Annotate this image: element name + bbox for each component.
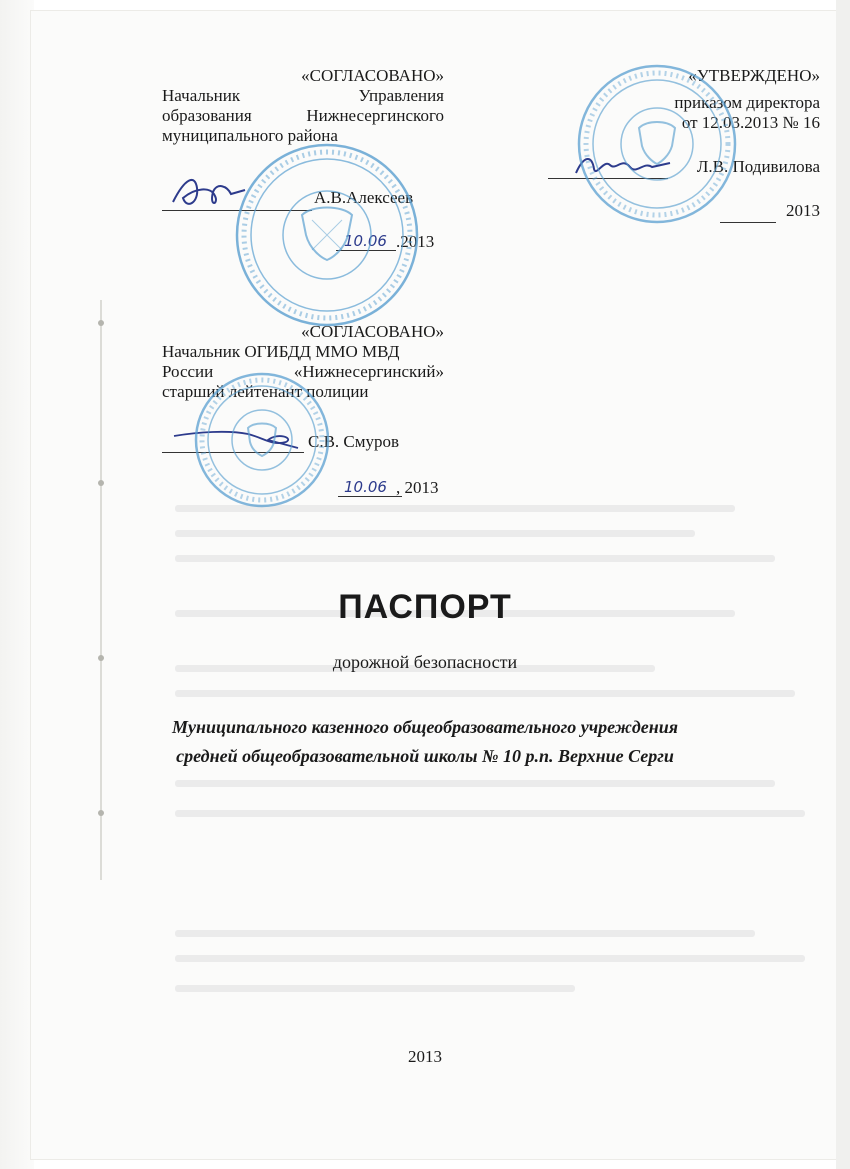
left-signer-name: А.В.Алексеев <box>314 188 414 207</box>
right-signer-name: Л.В. Подивилова <box>696 157 820 176</box>
paper-edge-right <box>836 0 850 1169</box>
document-year: 2013 <box>408 1047 442 1066</box>
left-approval-line2 <box>162 106 444 126</box>
paper-edge-left <box>0 0 34 1169</box>
right-approval-line2: от 12.03.2013 № 16 <box>681 113 820 132</box>
left-line2-part-b: Нижнесергинского <box>306 106 444 125</box>
police-date-year: , 2013 <box>396 478 439 497</box>
police-date-handwritten: 10.06 <box>344 478 387 496</box>
police-approval-line1: Начальник ОГИБДД ММО МВД <box>162 342 400 361</box>
police-date-line <box>338 496 402 497</box>
organization-name-line1: Муниципального казенного общеобразовательного учреждения <box>171 717 679 737</box>
right-approval-line1: приказом директора <box>674 93 820 112</box>
left-approval-line1 <box>162 86 444 106</box>
left-line2-part-a: образования <box>162 106 252 125</box>
police-approval-line3: старший лейтенант полиции <box>162 382 369 401</box>
right-official-stamp <box>575 62 740 227</box>
left-line1-part-a: Начальник <box>162 86 241 105</box>
binding-hole <box>98 320 104 326</box>
binding-hole <box>98 480 104 486</box>
police-official-stamp <box>192 370 332 510</box>
binding-hole <box>98 810 104 816</box>
left-official-stamp <box>232 140 422 330</box>
document-subtitle: дорожной безопасности <box>332 652 518 672</box>
right-date-year: 2013 <box>786 201 820 220</box>
left-approval-heading: «СОГЛАСОВАНО» <box>301 66 444 85</box>
document-title: ПАСПОРТ <box>338 588 512 626</box>
left-date-handwritten: 10.06 <box>344 232 387 250</box>
police-line2-part-a: России <box>162 362 214 381</box>
left-line1-part-b: Управления <box>358 86 444 105</box>
organization-name-line2: средней общеобразовательной школы № 10 р.п. Верхние Серги <box>176 746 674 766</box>
police-line2-part-b: «Нижнесергинский» <box>293 362 444 381</box>
police-signer-name: С.В. Смуров <box>308 432 400 451</box>
police-approval-heading: «СОГЛАСОВАНО» <box>301 322 444 341</box>
left-approval-line3: муниципального района <box>162 126 338 145</box>
right-approval-heading: «УТВЕРЖДЕНО» <box>688 66 820 85</box>
left-date-year: .2013 <box>396 232 435 251</box>
